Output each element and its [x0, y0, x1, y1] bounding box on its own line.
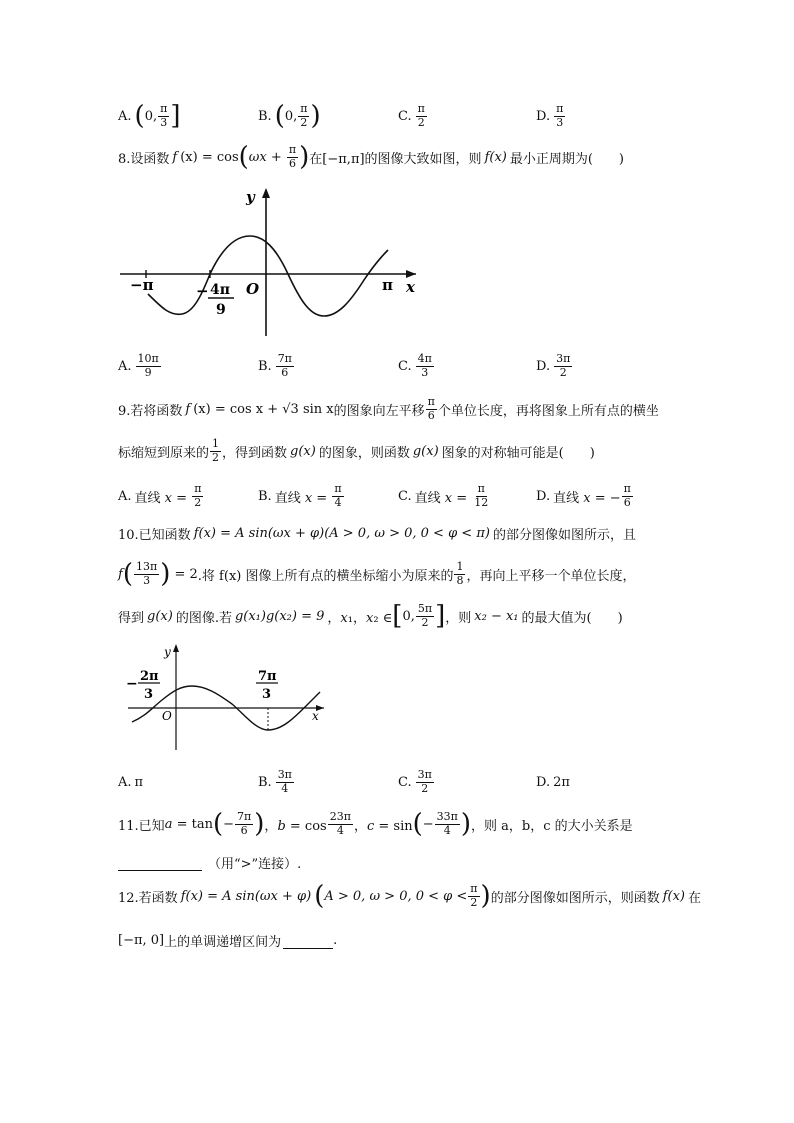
- x-label: x: [312, 709, 319, 723]
- svg-text:2π: 2π: [140, 669, 159, 684]
- fraction: $\frac{\pi}{6}$: [623, 482, 631, 509]
- fraction: $\frac{\pi}{12}$: [474, 482, 489, 509]
- q10-options: [118, 762, 678, 802]
- svg-text:3: 3: [144, 687, 154, 702]
- fraction: $\frac{7\pi}{6}$: [277, 352, 292, 379]
- origin-label: O: [162, 709, 172, 723]
- q8-graph: [112, 184, 422, 340]
- origin-label: O: [246, 280, 260, 298]
- fraction: $\frac{4\pi}{3}$: [417, 352, 432, 379]
- q10-option-d: D. 2π: [536, 774, 570, 790]
- y-label: y: [246, 188, 255, 206]
- q10-line-3: 得到 g(x) 的图像.若 g(x₁)g(x₂) = 9 ，x₁，x₂ ∈ [ 0, $\frac{5\pi}{2}$ ] ，则 x₂ − x₁ 的最大值为( ): [118, 601, 623, 631]
- q8-option-d: D. $\frac{3\pi}{2}$: [536, 352, 571, 379]
- q9-option-a: A. 直线 x = $\frac{\pi}{2}$: [118, 482, 202, 509]
- q7-option-b: B. ( 0, $\frac{\pi}{2}$ ): [258, 101, 321, 131]
- fraction: $\frac{\pi}{6}$: [427, 395, 435, 422]
- pi-label: π: [382, 276, 393, 294]
- q10-option-a: A. π: [118, 774, 144, 790]
- q8-option-a: A. $\frac{10\pi}{9}$: [118, 352, 159, 379]
- q8-option-c: C. $\frac{4\pi}{3}$: [398, 352, 432, 379]
- svg-text:7π: 7π: [258, 669, 277, 684]
- label-neg-2pi-3: [126, 669, 160, 702]
- fraction: $\frac{\pi}{2}$: [470, 882, 478, 909]
- fraction: $\frac{33\pi}{4}$: [436, 810, 458, 837]
- fraction: $\frac{\pi}{3}$: [160, 102, 168, 129]
- q10-graph: [122, 642, 330, 754]
- fraction: $\frac{\pi}{3}$: [556, 102, 564, 129]
- q7-option-d: D. $\frac{\pi}{3}$: [536, 102, 564, 129]
- y-label: y: [164, 645, 171, 659]
- y-axis-arrow: [262, 188, 270, 198]
- q12-line-2: [−π, 0] 上的单调递增区间为 .: [118, 932, 338, 950]
- fraction: $\frac{\pi}{2}$: [194, 482, 202, 509]
- x-label: x: [406, 278, 415, 296]
- fraction: $\frac{13\pi}{3}$: [135, 560, 158, 587]
- fraction: $\frac{5\pi}{2}$: [417, 602, 433, 629]
- q12-line-1: 12.若函数 f(x) = A sin(ωx + φ) ( A > 0, ω > 0, 0 < φ < $\frac{\pi}{2}$ ) 的部分图像如图所示，则函数 f(x) 在: [118, 881, 702, 911]
- fraction: $\frac{\pi}{6}$: [288, 143, 297, 170]
- svg-text:−: −: [196, 282, 209, 300]
- label-7pi-3: [256, 669, 278, 702]
- q11-line-2: （用“>”连接）.: [118, 850, 301, 874]
- fraction: $\frac{3\pi}{2}$: [556, 352, 571, 379]
- fraction: $\frac{3\pi}{2}$: [417, 768, 432, 795]
- answer-blank[interactable]: [118, 854, 202, 871]
- q7-options: [118, 96, 678, 136]
- q8-option-b: B. $\frac{7\pi}{6}$: [258, 352, 292, 379]
- q10-line-2: f ( $\frac{13\pi}{3}$ ) = 2 .将 f(x) 图像上所有点的横坐标缩小为原来的 $\frac{1}{8}$ ，再向上平移一个单位长度，: [118, 559, 636, 589]
- y-axis-arrow: [173, 644, 179, 652]
- fraction: $\frac{\pi}{4}$: [334, 482, 342, 509]
- fraction: $\frac{10\pi}{9}$: [137, 352, 159, 379]
- q7-option-c: C. $\frac{\pi}{2}$: [398, 102, 425, 129]
- q11-line-1: 11.已知 a = tan ( − $\frac{7\pi}{6}$ ) ，b = cos $\frac{23\pi}{4}$ ，c = sin ( − $\frac{33\pi}{4}$ ) ，则 a，b，c 的大小关系是: [118, 809, 633, 839]
- q10-option-c: C. $\frac{3\pi}{2}$: [398, 768, 432, 795]
- q7-option-a: A. ( 0, $\frac{\pi}{3}$ ]: [118, 101, 181, 131]
- q8-options: [118, 346, 678, 386]
- fraction: $\frac{7\pi}{6}$: [237, 810, 252, 837]
- fraction: $\frac{\pi}{2}$: [417, 102, 425, 129]
- q10-line-1: 10.已知函数 f(x) = A sin(ωx + φ)(A > 0, ω > 0, 0 < φ < π) 的部分图像如图所示，且: [118, 525, 636, 543]
- q9-option-d: D. 直线 x = − $\frac{\pi}{6}$: [536, 482, 631, 509]
- fraction: $\frac{\pi}{2}$: [300, 102, 308, 129]
- q8-cosine-curve: [148, 236, 388, 316]
- svg-text:−: −: [126, 676, 138, 692]
- q9-option-c: C. 直线 x = $\frac{\pi}{12}$: [398, 482, 489, 509]
- q9-line-2: 标缩短到原来的 $\frac{1}{2}$ ，得到函数 g(x) 的图象，则函数 g(x) 图象的对称轴可能是( ): [118, 437, 595, 464]
- fraction: $\frac{3\pi}{4}$: [277, 768, 292, 795]
- answer-blank[interactable]: [283, 932, 333, 949]
- svg-text:3: 3: [262, 687, 272, 702]
- x-axis-arrow: [406, 270, 416, 278]
- tick-label-neg-4pi-9: [196, 282, 234, 318]
- fraction: $\frac{1}{8}$: [456, 560, 464, 587]
- q9-line-1: 9.若将函数 f (x) = cos x + √3 sin x 的图象向左平移 $\frac{\pi}{6}$ 个单位长度，再将图象上所有点的横坐: [118, 395, 659, 422]
- q8-stem: 8.设函数 f (x) = cos ( ωx + $\frac{\pi}{6}$ ) 在[−π,π]的图像大致如图，则 f(x) 最小正周期为( ): [118, 142, 625, 172]
- fraction: $\frac{23\pi}{4}$: [329, 810, 351, 837]
- fraction: $\frac{1}{2}$: [212, 437, 220, 464]
- q10-option-b: B. $\frac{3\pi}{4}$: [258, 768, 292, 795]
- svg-text:9: 9: [216, 302, 226, 318]
- neg-pi-label: −π: [130, 276, 154, 294]
- svg-text:4π: 4π: [210, 282, 230, 298]
- q9-option-b: B. 直线 x = $\frac{\pi}{4}$: [258, 482, 342, 509]
- q9-options: [118, 476, 678, 516]
